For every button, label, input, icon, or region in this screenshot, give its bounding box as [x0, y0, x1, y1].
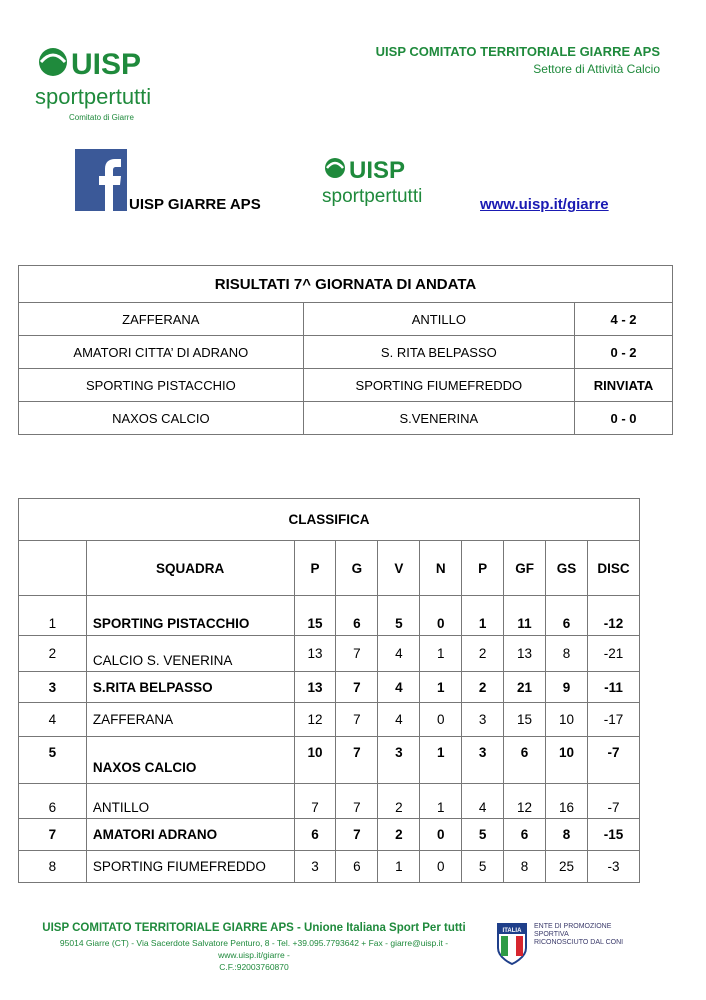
away-team: ANTILLO	[303, 303, 574, 336]
row-points: 7	[294, 784, 336, 819]
logo-tagline: sportpertutti	[35, 84, 152, 109]
table-row	[19, 851, 640, 883]
coni-country: ITALIA	[502, 928, 522, 934]
header-drawn: N	[420, 541, 462, 596]
row-team: AMATORI ADRANO	[86, 819, 294, 851]
row-discipline: -11	[587, 672, 639, 703]
row-goals-against: 16	[546, 784, 588, 819]
row-played: 7	[336, 784, 378, 819]
header-goals-for: GF	[504, 541, 546, 596]
row-goals-against: 9	[546, 672, 588, 703]
home-team: AMATORI CITTA’ DI ADRANO	[19, 336, 304, 369]
match-score: 0 - 0	[575, 402, 673, 435]
footer-address-line: 95014 Giarre (CT) - Via Sacerdote Salvatore Penturo, 8 - Tel. +39.095.7793642 + Fax - giarre@uisp.it - www.uisp.it/giarre -	[59, 938, 449, 960]
header-team: SQUADRA	[86, 541, 294, 596]
row-points: 10	[294, 737, 336, 784]
row-team: CALCIO S. VENERINA	[86, 636, 294, 672]
match-row	[19, 303, 673, 336]
row-drawn: 1	[420, 672, 462, 703]
row-drawn: 0	[420, 851, 462, 883]
row-pos: 6	[19, 784, 87, 819]
row-points: 3	[294, 851, 336, 883]
row-pos: 8	[19, 851, 87, 883]
row-won: 3	[378, 737, 420, 784]
row-won: 4	[378, 636, 420, 672]
row-played: 6	[336, 596, 378, 636]
row-goals-for: 15	[504, 703, 546, 737]
table-row	[19, 703, 640, 737]
row-drawn: 0	[420, 819, 462, 851]
table-row	[19, 636, 640, 672]
row-lost: 5	[462, 819, 504, 851]
row-goals-for: 13	[504, 636, 546, 672]
header-won: V	[378, 541, 420, 596]
row-discipline: -21	[587, 636, 639, 672]
standings-table	[18, 498, 640, 883]
row-goals-for: 6	[504, 819, 546, 851]
row-drawn: 1	[420, 784, 462, 819]
row-pos: 4	[19, 703, 87, 737]
standings-title: CLASSIFICA	[19, 499, 640, 541]
home-team: NAXOS CALCIO	[19, 402, 304, 435]
results-table	[18, 265, 673, 435]
facebook-page-name[interactable]: UISP GIARRE APS	[129, 196, 261, 213]
footer-org-line: UISP COMITATO TERRITORIALE GIARRE APS - Unione Italiana Sport Per tutti	[42, 922, 466, 934]
row-points: 12	[294, 703, 336, 737]
row-team: S.RITA BELPASSO	[86, 672, 294, 703]
row-team: SPORTING PISTACCHIO	[86, 596, 294, 636]
home-team: ZAFFERANA	[19, 303, 304, 336]
row-goals-for: 12	[504, 784, 546, 819]
row-goals-for: 8	[504, 851, 546, 883]
row-points: 6	[294, 819, 336, 851]
logo-word: UISP	[71, 48, 142, 81]
coni-recognition: ENTE DI PROMOZIONE SPORTIVA RICONOSCIUTO DAL CONI	[534, 923, 624, 946]
logo-small-tagline: sportpertutti	[322, 186, 423, 207]
row-played: 7	[336, 737, 378, 784]
header-goals-against: GS	[546, 541, 588, 596]
row-won: 2	[378, 784, 420, 819]
website-link[interactable]: www.uisp.it/giarre	[480, 196, 609, 213]
row-won: 4	[378, 703, 420, 737]
match-row	[19, 369, 673, 402]
row-discipline: -12	[587, 596, 639, 636]
standings-header-row	[19, 541, 640, 596]
row-played: 7	[336, 672, 378, 703]
away-team: S.VENERINA	[303, 402, 574, 435]
header-played: G	[336, 541, 378, 596]
row-drawn: 0	[420, 703, 462, 737]
row-lost: 2	[462, 636, 504, 672]
org-title: UISP COMITATO TERRITORIALE GIARRE APS	[375, 44, 660, 59]
row-pos: 7	[19, 819, 87, 851]
table-row	[19, 672, 640, 703]
coni-shield-icon	[496, 922, 528, 966]
org-subtitle: Settore di Attività Calcio	[533, 62, 660, 76]
facebook-icon[interactable]	[75, 149, 127, 211]
away-team: S. RITA BELPASSO	[303, 336, 574, 369]
row-goals-against: 8	[546, 819, 588, 851]
row-pos: 5	[19, 737, 87, 784]
row-lost: 3	[462, 737, 504, 784]
table-row	[19, 737, 640, 784]
row-discipline: -3	[587, 851, 639, 883]
row-team: SPORTING FIUMEFREDDO	[86, 851, 294, 883]
row-played: 7	[336, 636, 378, 672]
header-lost: P	[462, 541, 504, 596]
row-pos: 1	[19, 596, 87, 636]
match-row	[19, 336, 673, 369]
header-pos	[19, 541, 87, 596]
match-score: RINVIATA	[575, 369, 673, 402]
home-team: SPORTING PISTACCHIO	[19, 369, 304, 402]
footer-address	[34, 937, 474, 973]
row-lost: 4	[462, 784, 504, 819]
row-pos: 3	[19, 672, 87, 703]
uisp-logo	[33, 40, 173, 122]
row-won: 1	[378, 851, 420, 883]
uisp-logo-small	[322, 154, 432, 210]
row-goals-for: 11	[504, 596, 546, 636]
row-points: 13	[294, 636, 336, 672]
row-discipline: -17	[587, 703, 639, 737]
table-row	[19, 596, 640, 636]
header-points: P	[294, 541, 336, 596]
row-team: ANTILLO	[86, 784, 294, 819]
row-played: 7	[336, 819, 378, 851]
match-score: 4 - 2	[575, 303, 673, 336]
row-points: 13	[294, 672, 336, 703]
row-played: 6	[336, 851, 378, 883]
row-lost: 1	[462, 596, 504, 636]
row-goals-against: 10	[546, 737, 588, 784]
row-goals-against: 6	[546, 596, 588, 636]
row-lost: 3	[462, 703, 504, 737]
row-goals-against: 10	[546, 703, 588, 737]
row-drawn: 1	[420, 737, 462, 784]
row-lost: 2	[462, 672, 504, 703]
table-row	[19, 784, 640, 819]
logo-sub: Comitato di Giarre	[69, 113, 134, 122]
row-lost: 5	[462, 851, 504, 883]
row-goals-for: 6	[504, 737, 546, 784]
row-won: 4	[378, 672, 420, 703]
row-won: 5	[378, 596, 420, 636]
logo-small-word: UISP	[349, 157, 406, 184]
row-drawn: 1	[420, 636, 462, 672]
row-pos: 2	[19, 636, 87, 672]
row-drawn: 0	[420, 596, 462, 636]
header-discipline: DISC	[587, 541, 639, 596]
row-won: 2	[378, 819, 420, 851]
match-score: 0 - 2	[575, 336, 673, 369]
row-played: 7	[336, 703, 378, 737]
row-goals-for: 21	[504, 672, 546, 703]
row-team: ZAFFERANA	[86, 703, 294, 737]
row-discipline: -7	[587, 784, 639, 819]
row-points: 15	[294, 596, 336, 636]
table-row	[19, 819, 640, 851]
away-team: SPORTING FIUMEFREDDO	[303, 369, 574, 402]
row-goals-against: 8	[546, 636, 588, 672]
results-title: RISULTATI 7^ GIORNATA DI ANDATA	[19, 266, 673, 303]
row-team: NAXOS CALCIO	[86, 737, 294, 784]
row-discipline: -7	[587, 737, 639, 784]
match-row	[19, 402, 673, 435]
row-goals-against: 25	[546, 851, 588, 883]
footer-tax-code: C.F.:92003760870	[219, 962, 289, 972]
row-discipline: -15	[587, 819, 639, 851]
